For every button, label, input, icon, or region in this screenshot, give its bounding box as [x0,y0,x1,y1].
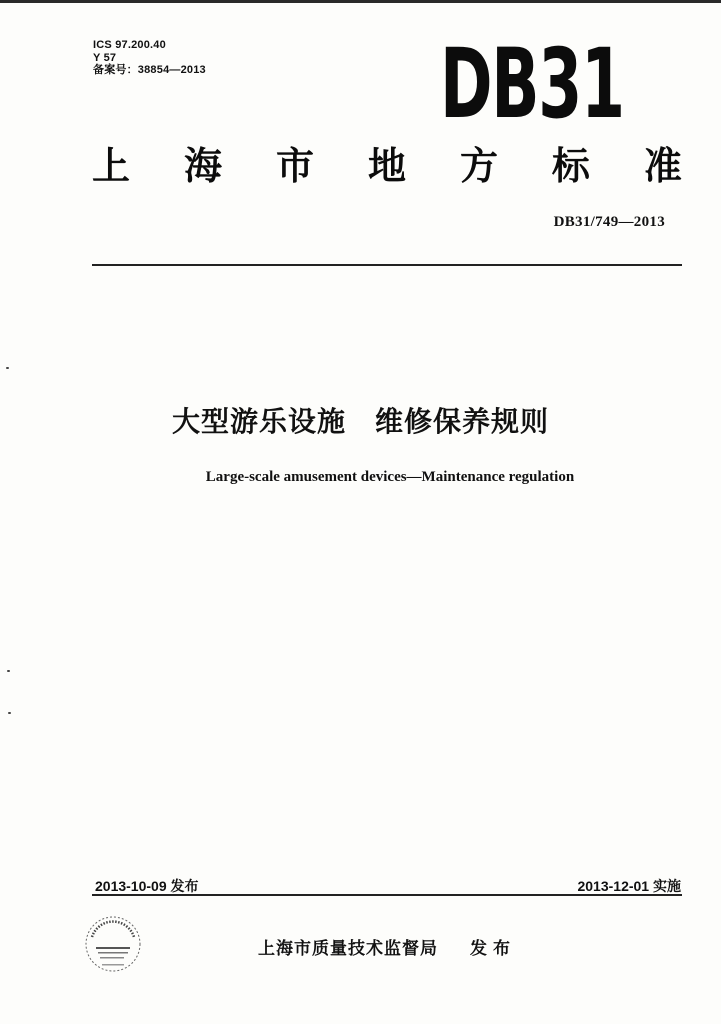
standard-type-char: 上 [92,144,131,188]
footer-divider [92,894,682,896]
standard-type-char: 市 [275,144,314,188]
standard-type-title [92,140,682,192]
db31-logo: DB31 [440,28,624,140]
publisher-name: 上海市质量技术监督局 [258,939,438,959]
issue-date: 2013-10-09 发布 [95,878,199,894]
standard-type-char: 地 [367,144,406,188]
classification-block [93,39,206,77]
ccs-code: Y 57 [93,51,117,64]
scan-speck [6,367,9,369]
standard-type-char: 准 [643,144,682,188]
official-seal-icon [82,913,144,975]
publisher-action: 发布 [470,939,516,959]
ics-code: ICS 97.200.40 [93,39,166,51]
standard-type-char: 方 [459,144,498,188]
filing-number: 备案号：38854—2013 [93,64,206,76]
standard-type-char: 海 [183,144,222,188]
standard-number: DB31/749—2013 [553,214,665,230]
standard-type-char: 标 [551,144,590,188]
header-divider [92,264,682,266]
publisher-line [258,934,516,959]
document-title-chinese: 大型游乐设施 维修保养规则 [171,405,549,438]
scan-top-edge [0,0,721,3]
implementation-date: 2013-12-01 实施 [577,878,681,894]
scan-speck [7,670,10,672]
scan-speck [8,712,11,714]
document-title-english: Large-scale amusement devices—Maintenance regulation [205,469,575,485]
